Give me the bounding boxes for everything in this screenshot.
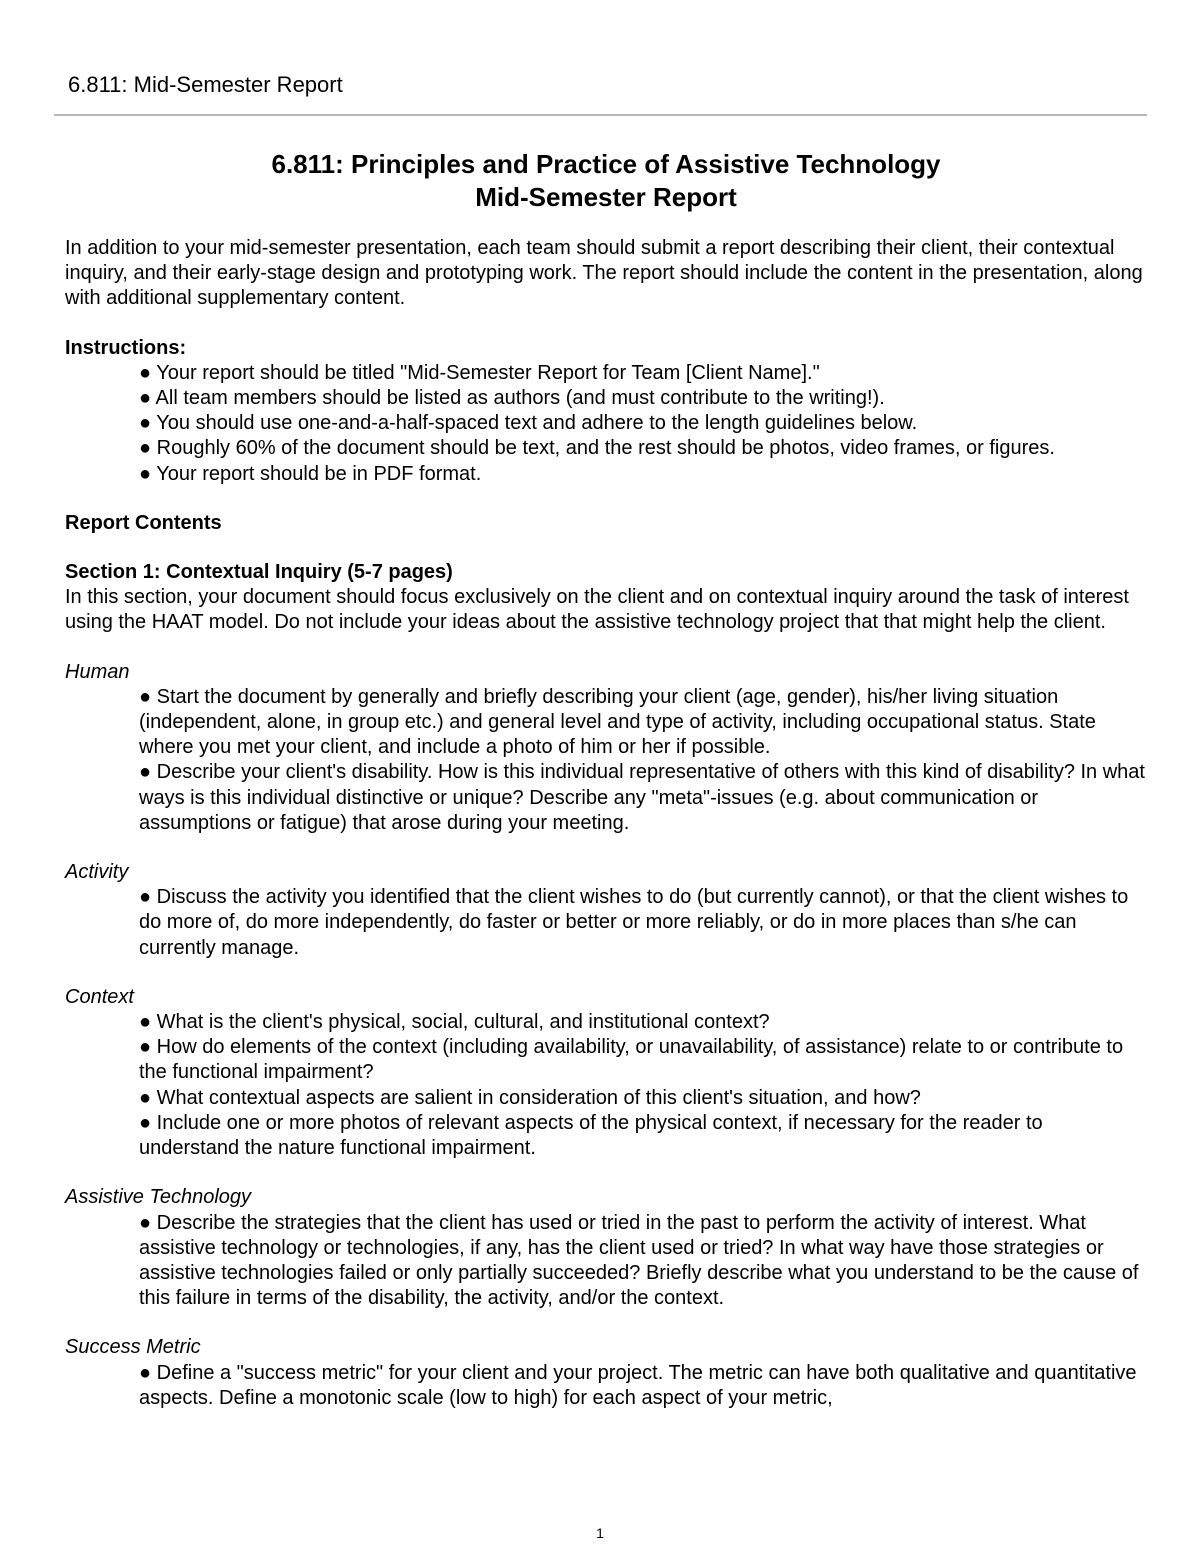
intro-paragraph: In addition to your mid-semester presentation, each team should submit a report describing their client, their contextual inquiry, and their early-stage design and prototyping work. The report should include the content in the presentation, along with additional supplementary content. xyxy=(65,237,1143,310)
context-heading: Context xyxy=(65,985,134,1008)
instructions-list xyxy=(139,361,1147,487)
success-metric-heading: Success Metric xyxy=(65,1336,201,1359)
instruction-item: ● Your report should be titled "Mid-Semester Report for Team [Client Name]." xyxy=(139,361,820,384)
report-contents-heading: Report Contents xyxy=(65,511,222,534)
activity-item: ● Discuss the activity you identified that the client wishes to do (but currently cannot), or that the client wishes to do more of, do more independently, do faster or better or more reliably, or do in more places than s/he can currently manage. xyxy=(139,886,1129,959)
title-line-2: Mid-Semester Report xyxy=(475,182,737,212)
context-list xyxy=(139,1010,1147,1161)
context-item: ● What contextual aspects are salient in consideration of this client's situation, and how? xyxy=(139,1086,921,1109)
page-number: 1 xyxy=(596,1525,604,1541)
section-1-heading: Section 1: Contextual Inquiry (5-7 pages) xyxy=(65,561,453,584)
human-item: ● Start the document by generally and briefly describing your client (age, gender), his/her living situation (independent, alone, in group etc.) and general level and type of activity, including occupational status. State where you met your client, and include a photo of him or her if possible. xyxy=(139,685,1096,759)
instructions-heading: Instructions: xyxy=(65,336,187,359)
instruction-item: ● Your report should be in PDF format. xyxy=(139,462,482,485)
instruction-item: ● All team members should be listed as authors (and must contribute to the writing!). xyxy=(139,387,885,410)
instruction-item: ● You should use one-and-a-half-spaced text and adhere to the length guidelines below. xyxy=(139,412,918,435)
activity-heading: Activity xyxy=(65,861,129,884)
human-list xyxy=(139,685,1147,836)
success-metric-item: ● Define a "success metric" for your client and your project. The metric can have both qualitative and quantitative aspects. Define a monotonic scale (low to high) for each aspect of your metric, xyxy=(139,1361,1137,1409)
header-rule xyxy=(54,114,1147,116)
context-item: ● Include one or more photos of relevant aspects of the physical context, if necessary for the reader to understand the nature functional impairment. xyxy=(139,1111,1043,1160)
section-1-intro: In this section, your document should focus exclusively on the client and on contextual inquiry around the task of interest using the HAAT model. Do not include your ideas about the assistive technology project that that might help the client. xyxy=(65,586,1129,634)
activity-list xyxy=(139,885,1147,961)
human-heading: Human xyxy=(65,660,130,683)
success-metric-list xyxy=(139,1361,1147,1411)
document-body xyxy=(65,148,1147,1411)
context-item: ● What is the client's physical, social, cultural, and institutional context? xyxy=(139,1011,770,1034)
assistive-technology-item: ● Describe the strategies that the client has used or tried in the past to perform the activity of interest. What assistive technology or technologies, if any, has the client used or tried? In what way have those strategies or assistive technologies failed or only partially succeeded? Briefly describe what you understand to be the cause of this failure in terms of the disability, the activity, and/or the context. xyxy=(139,1211,1139,1310)
running-header: 6.811: Mid-Semester Report xyxy=(68,72,343,97)
instruction-item: ● Roughly 60% of the document should be text, and the rest should be photos, video frames, or figures. xyxy=(139,437,1055,460)
human-item: ● Describe your client's disability. How is this individual representative of others with this kind of disability? In what ways is this individual distinctive or unique? Describe any "meta"-issues (e.g. about communication or assumptions or fatigue) that arose during your meeting. xyxy=(139,761,1145,834)
page-title xyxy=(65,148,1147,214)
assistive-technology-heading: Assistive Technology xyxy=(65,1186,252,1209)
title-line-1: 6.811: Principles and Practice of Assistive Technology xyxy=(271,149,941,179)
assistive-technology-list xyxy=(139,1211,1147,1312)
context-item: ● How do elements of the context (including availability, or unavailability, of assistance) relate to or contribute to the functional impairment? xyxy=(139,1036,1124,1084)
